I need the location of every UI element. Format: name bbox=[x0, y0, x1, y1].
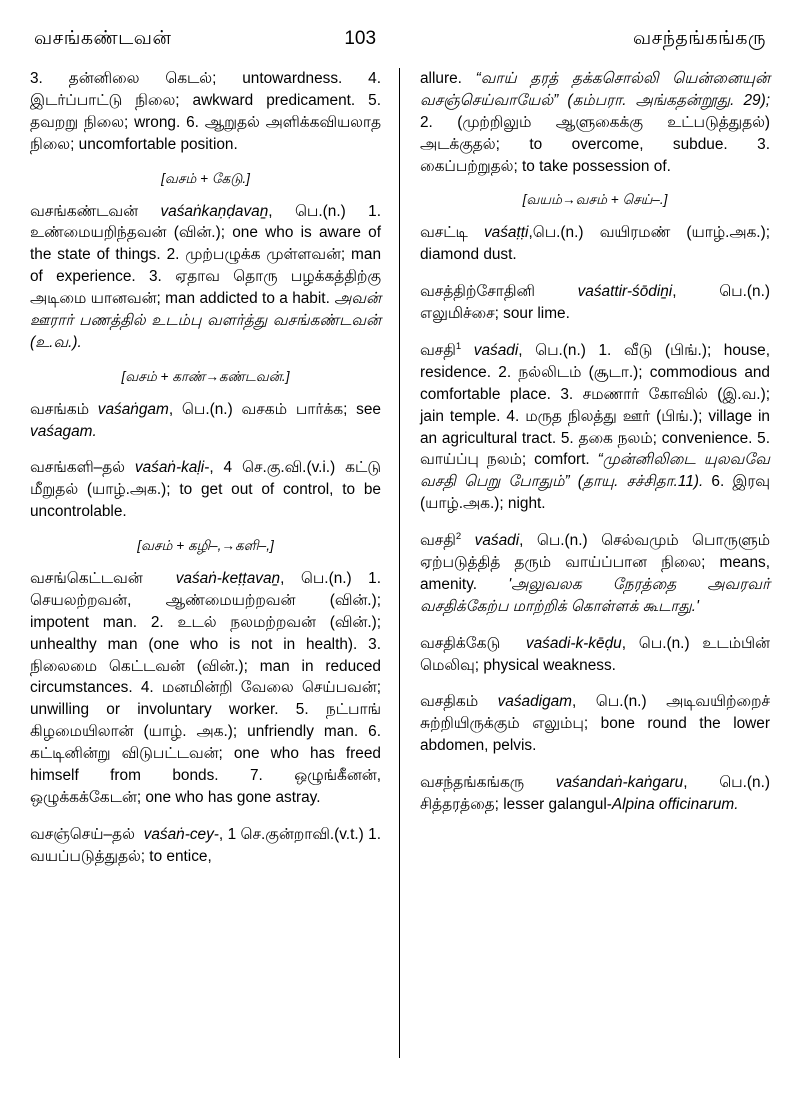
entry-sense-text-rest: 6. இரவு (யாழ்.அக.); night. bbox=[420, 473, 771, 513]
entry-vasangam bbox=[30, 399, 381, 443]
entry-grammar: , பெ.(n.) bbox=[519, 532, 588, 550]
entry-vasadi-k-kedu bbox=[420, 633, 770, 677]
entry-vasankettavan bbox=[30, 568, 381, 809]
entry-sense-text: 1. வீடு (பிங்.); house, residence. 2. நல்லிடம் (சூடா.); commodious and comfortable place. 3. சமணார் கோவில் (இ.வ.); jain temple. 4. மருத நிலத்து ஊர் (பிங்.); village in an agricultural tract. 5. தகை நலம்; convenience. 5. வாய்ப்பு நலம்; comfort. bbox=[420, 342, 770, 469]
entry-grammar: , பெ.(n.) bbox=[683, 774, 770, 791]
entry-romanization: vaśaṅkaṇḍavaṉ bbox=[160, 202, 269, 220]
entry-continuation bbox=[30, 68, 381, 156]
entry-romanization: vaśaṅgam bbox=[97, 400, 169, 418]
entry-sense-text: 3. தன்னிலை கெடல்; untowardness. 4. இடர்ப்பாட்டு நிலை; awkward predicament. 5. தவறறு நிலை; wrong. 6. ஆறுதல் அளிக்கவியலாத நிலை; uncomfortable position. bbox=[30, 70, 381, 153]
etymology-note bbox=[420, 192, 770, 210]
entry-headword: வசத்திற்சோதினி bbox=[420, 283, 535, 301]
header-left-headword: வசங்கண்டவன் bbox=[34, 28, 172, 49]
page-header bbox=[30, 28, 770, 62]
entry-grammar: , பெ.(n.) bbox=[572, 693, 647, 711]
entry-romanization: vaśandaṅ-kaṅgaru bbox=[555, 774, 684, 791]
entry-sense-text: எலுமிச்சை; sour lime. bbox=[420, 305, 570, 322]
entry-sense-text: வயிரமண் (யாழ்.அக.); diamond dust. bbox=[420, 224, 770, 264]
header-right-headword: வசந்தங்கங்கரு bbox=[633, 28, 766, 49]
etymology-note bbox=[30, 369, 381, 387]
left-column bbox=[30, 68, 400, 1058]
entry-romanization: vaśadi-k-kēḍu bbox=[525, 634, 622, 652]
entry-sense-text: உடம்பின் மெலிவு; physical weakness. bbox=[420, 634, 770, 674]
entry-headword: வசதிக்கேடு bbox=[420, 634, 501, 652]
etymology-note bbox=[30, 171, 381, 189]
entry-grammar: , 4 செ.கு.வி.(v.i.) bbox=[209, 459, 336, 477]
entry-homograph-number: 1 bbox=[455, 340, 462, 352]
entry-grammar: , பெ.(n.) bbox=[672, 283, 770, 301]
right-column bbox=[400, 68, 770, 1058]
entry-grammar: , பெ.(n.) bbox=[268, 202, 346, 220]
entry-vasandan-kangaru bbox=[420, 772, 770, 816]
entry-romanization: vaśaṅ-cey- bbox=[143, 825, 219, 843]
entry-vasadi-1 bbox=[420, 340, 770, 515]
etymology-text: [வசம் + காண்→கண்டவன்.] bbox=[121, 368, 290, 384]
entry-sense-text: 1. வயப்படுத்துதல்; to entice, bbox=[30, 825, 381, 865]
entry-citation: (கம்பரா. அங்கதன்றூது. 29); bbox=[567, 91, 770, 109]
entry-sense-text-rest: 2. (முற்றிலும் ஆளுகைக்கு உட்படுத்துதல்) அடக்குதல்; to overcome, subdue. 3. கைப்பற்றுதல்; to take possession of. bbox=[420, 113, 770, 175]
etymology-text: [வசம் + கழி–,→களி–,] bbox=[137, 538, 274, 553]
entry-grammar: , பெ.(n.) bbox=[280, 570, 352, 587]
entry-homograph-number: 2 bbox=[455, 531, 462, 542]
entry-headword: வசட்டி bbox=[420, 224, 468, 242]
entry-grammar: , பெ.(n.) bbox=[168, 400, 233, 418]
entry-sense-text: செல்வமும் பொருளும் ஏற்படுத்தித் தரும் வாய்ப்பான நிலை; means, amenity. bbox=[420, 532, 770, 593]
entry-tamil-quotation: 'அலுவலக நேரத்தை அவரவர் வசதிக்கேற்ப மாற்றிக் கொள்ளக் கூடாது.' bbox=[420, 575, 770, 615]
entry-romanization: vaśadi bbox=[474, 532, 520, 550]
entry-sense-text: அடிவயிற்றைச் சுற்றியிருக்கும் எலும்பு; bone round the lower abdomen, pelvis. bbox=[420, 693, 770, 755]
entry-headword: வசங்கண்டவன் bbox=[30, 202, 139, 220]
entry-vasatti bbox=[420, 222, 770, 266]
page-number: 103 bbox=[344, 28, 377, 49]
entry-sense-text: சித்தரத்தை; lesser galangul- bbox=[420, 795, 612, 813]
entry-vasadigam bbox=[420, 691, 770, 757]
entry-vasankandavan bbox=[30, 201, 381, 354]
entry-sense-text: 1. உண்மையறிந்தவன் (வின்.); one who is aware of the state of things. 2. முற்பழுக்க முள்ளவன்; man of experience. 3. ஏதாவ தொரு பழக்கத்திற்கு அடிமை யானவன்; man addicted to a habit. bbox=[30, 202, 381, 307]
entry-sense-text: 1. செயலற்றவன், ஆண்மையற்றவன் (வின்.); impotent man. 2. உடல் நலமற்றவன் (வின்.); unhealthy man (one who is not in health). 3. நிலைமை கெட்டவன் (வின்.); man in reduced circumstances. 4. மனமின்றி வேலை செய்பவன்; unwilling or involuntary worker. 5. நட்பாங் கிழமையிலான் (யாழ். அக.); unfriendly man. 6. கட்டினின்று விடுபட்டவன்; one who has freed himself from bonds. 7. ஒழுங்கீனன், ஒழுக்கக்கேடன்; one who has gone astray. bbox=[30, 570, 381, 806]
entry-sense-text: வசகம் பார்க்க; see bbox=[241, 400, 381, 418]
entry-sense-text: கட்டு மீறுதல் (யாழ்.அக.); to get out of control, to be uncontrolable. bbox=[30, 459, 381, 521]
entry-tamil-quotation: “வாய் தரத் தக்கசொல்லி யென்னையுன் வசஞ்செய்வாயேல்” bbox=[420, 70, 770, 109]
etymology-text: [வயம்→வசம் + செய்–.] bbox=[522, 192, 668, 208]
entry-headword: வசதி bbox=[420, 342, 456, 359]
entry-cross-reference: vaśagam. bbox=[30, 422, 97, 440]
entry-grammar: , பெ.(n.) bbox=[518, 342, 586, 359]
entry-scientific-name: Alpina officinarum. bbox=[611, 795, 739, 813]
entry-romanization: vaśadi bbox=[473, 342, 519, 359]
entry-headword: வசந்தங்கங்கரு bbox=[420, 774, 525, 791]
entry-allure-continuation bbox=[420, 68, 770, 177]
etymology-text: [வசம் + கேடு.] bbox=[161, 170, 250, 186]
entry-headword: வசஞ்செய்–தல் bbox=[30, 825, 135, 843]
entry-grammar: , பெ.(n.) bbox=[621, 634, 690, 652]
entry-romanization: vaśadigam bbox=[497, 693, 573, 711]
entry-tamil-quotation: “முன்னிலிடை யுலவவே வசதி பெறு போதும்” (தாயு. சச்சிதா.11). bbox=[420, 451, 770, 491]
entry-romanization: vaśattir-śōdiṉi bbox=[577, 283, 673, 301]
entry-sense-text: allure. bbox=[420, 70, 462, 87]
entry-headword: வசங்கம் bbox=[30, 400, 89, 418]
entry-vasankali-tal bbox=[30, 457, 381, 523]
entry-vasanjcey-tal bbox=[30, 824, 381, 868]
entry-romanization: vaśaṭṭi bbox=[483, 224, 529, 242]
entry-vasadi-2 bbox=[420, 530, 770, 618]
entry-romanization: vaśaṅ-keṭṭavaṉ bbox=[175, 570, 281, 587]
entry-headword: வசதி bbox=[420, 532, 456, 550]
entry-headword: வசங்கெட்டவன் bbox=[30, 570, 143, 587]
etymology-note bbox=[30, 538, 381, 556]
entry-headword: வசதிகம் bbox=[420, 693, 479, 711]
entry-grammar: , 1 செ.குன்றாவி.(v.t.) bbox=[218, 825, 364, 843]
entry-vasattirsodini bbox=[420, 281, 770, 325]
two-column-body bbox=[30, 68, 770, 1058]
entry-romanization: vaśaṅ-kaḷi- bbox=[134, 459, 210, 477]
entry-grammar: ,பெ.(n.) bbox=[528, 224, 584, 242]
entry-headword: வசங்களி–தல் bbox=[30, 459, 125, 477]
entry-tamil-quotation: அவன் ஊரார் பணத்தில் உடம்பு வளர்த்து வசங்கண்டவன் (உ.வ.). bbox=[30, 290, 381, 351]
